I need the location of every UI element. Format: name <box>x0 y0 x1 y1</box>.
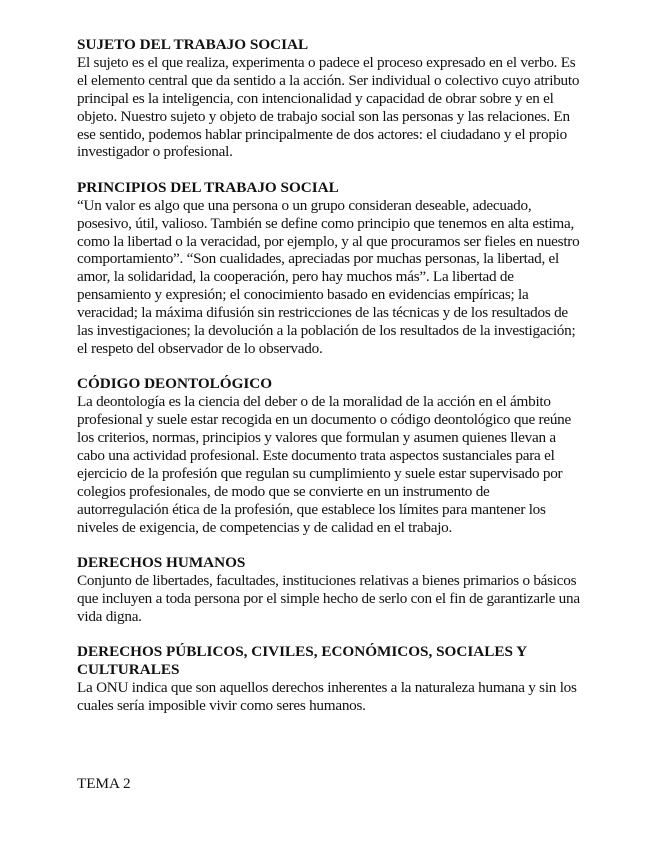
section-principios <box>77 179 582 358</box>
section-heading: SUJETO DEL TRABAJO SOCIAL <box>77 36 309 53</box>
page-footer-label: TEMA 2 <box>77 775 131 792</box>
section-sujeto <box>77 36 582 161</box>
document-page <box>77 36 582 732</box>
section-heading: PRINCIPIOS DEL TRABAJO SOCIAL <box>77 178 339 196</box>
section-heading: CÓDIGO DEONTOLÓGICO <box>77 375 273 393</box>
section-body: Conjunto de libertades, facultades, instituciones relativas a bienes primarios o básicos que incluyen a toda persona por el simple hecho de serlo con el fin de garantizarle una vida digna. <box>77 571 580 625</box>
section-body: El sujeto es el que realiza, experimenta o padece el proceso expresado en el verbo. Es el elemento central que da sentido a la acción. Ser individual o colectivo cuyo atributo principal es la inteligencia, con intencionalidad y capacidad de obrar sobre y en el objeto. Nuestro sujeto y objeto de trabajo social son las personas y las relaciones. En ese sentido, podemos hablar principalmente de dos actores: el ciudadano y el propio investigador o profesional. <box>77 53 580 161</box>
section-derechos-humanos <box>77 554 582 626</box>
section-body: La ONU indica que son aquellos derechos inherentes a la naturaleza humana y sin los cuales sería imposible vivir como seres humanos. <box>77 679 577 714</box>
section-body: “Un valor es algo que una persona o un grupo consideran deseable, adecuado, posesivo, útil, valioso. También se define como principio que tenemos en alta estima, como la libertad o la veracidad, por ejemplo, y al que procuramos ser fieles en nuestro comportamiento”. “Son cualidades, apreciadas por muchas personas, la libertad, el amor, la solidaridad, la cooperación, pero hay muchos más”. La libertad de pensamiento y expresión; el conocimiento basado en evidencias empíricas; la veracidad; la máxima difusión sin restricciones de las técnicas y de los resultados de las investigaciones; la devolución a la población de los resultados de la investigación; el respeto del observador de lo observado. <box>77 196 580 357</box>
section-heading: DERECHOS HUMANOS <box>77 554 246 572</box>
section-codigo-deontologico <box>77 375 582 536</box>
section-body: La deontología es la ciencia del deber o de la moralidad de la acción en el ámbito profesional y suele estar recogida en un documento o código deontológico que reúne los criterios, normas, principios y valores que formulan y asumen quienes llevan a cabo una actividad profesional. Este documento trata aspectos sustanciales para el ejercicio de la profesión que regulan su cumplimiento y suele estar supervisado por colegios profesionales, de modo que se convierte en un instrumento de autorregulación ética de la profesión, que establece los límites para mantener los niveles de exigencia, de competencias y de calidad en el trabajo. <box>77 393 572 536</box>
section-derechos-publicos <box>77 643 582 715</box>
section-heading: DERECHOS PÚBLICOS, CIVILES, ECONÓMICOS, SOCIALES Y CULTURALES <box>77 643 527 679</box>
